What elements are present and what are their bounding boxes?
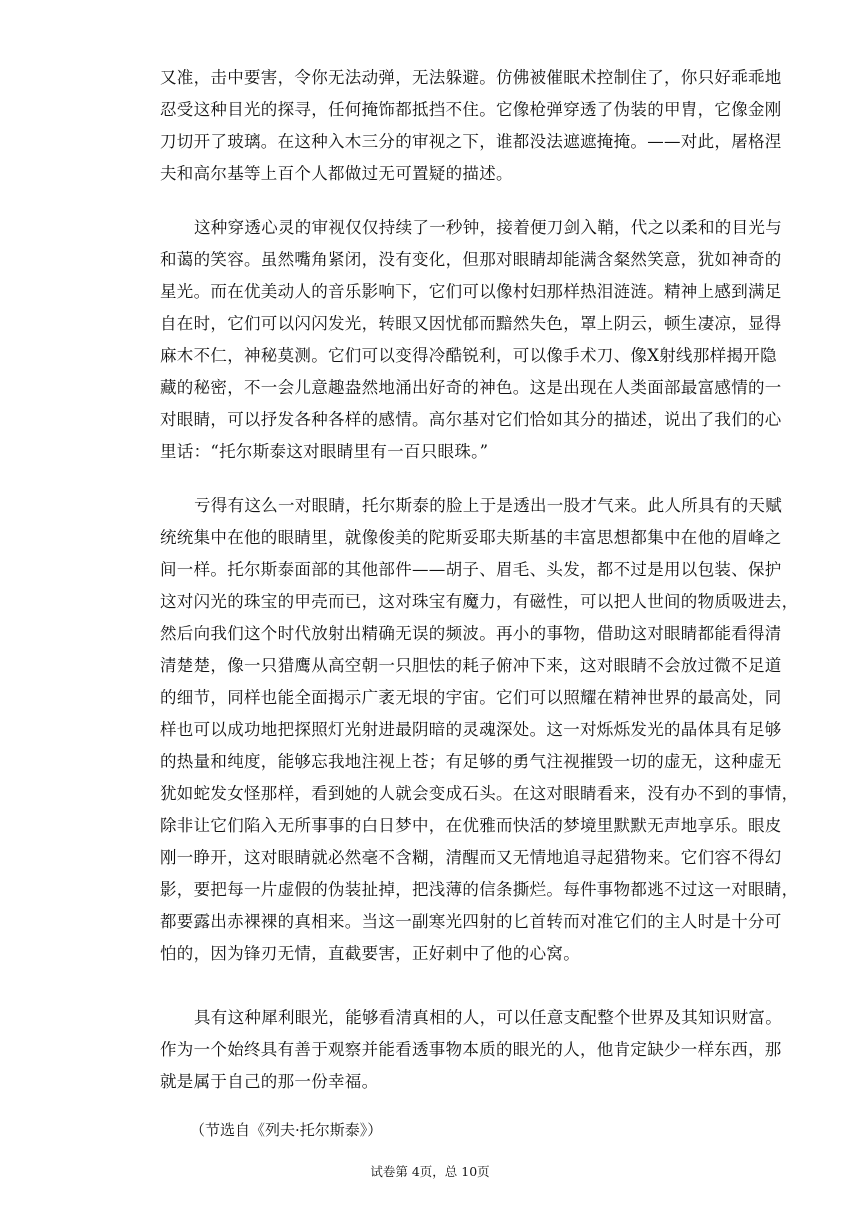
paragraph-line: 的热量和纯度，能够忘我地注视上苍；有足够的勇气注视摧毁一切的虚无，这种虚无: [160, 752, 782, 771]
page-footer: 试卷第 4页，总 10页: [370, 1164, 490, 1179]
paragraph-line: 藏的秘密，不一会儿意趣盎然地涌出好奇的神色。这是出现在人类面部最富感情的一: [160, 378, 782, 397]
paragraph-line: 然后向我们这个时代放射出精确无误的频波。再小的事物，借助这对眼睛都能看得清: [160, 624, 782, 643]
paragraph-3: [160, 490, 799, 970]
paragraph-2: [160, 212, 782, 468]
paragraph-line: 这种穿透心灵的审视仅仅持续了一秒钟，接着便刀剑入鞘，代之以柔和的目光与: [194, 218, 782, 237]
paragraph-4: [160, 1002, 782, 1098]
paragraph-line: 又准，击中要害，令你无法动弹，无法躲避。仿佛被催眠术控制住了，你只好乖乖地: [160, 68, 782, 87]
paragraph-line: 作为一个始终具有善于观察并能看透事物本质的眼光的人，他肯定缺少一样东西，那: [160, 1040, 782, 1059]
paragraph-line: 忍受这种目光的探寻，任何掩饰都抵挡不住。它像枪弹穿透了伪装的甲胄，它像金刚: [160, 100, 782, 119]
paragraph-line: 刚一睁开，这对眼睛就必然毫不含糊，清醒而又无情地追寻起猎物来。它们容不得幻: [160, 848, 782, 867]
paragraph-line: 这对闪光的珠宝的甲壳而已，这对珠宝有魔力，有磁性，可以把人世间的物质吸进去，: [160, 592, 799, 611]
source-citation: （节选自《列夫·托尔斯泰》）: [190, 1121, 383, 1139]
paragraph-line: 里话：“托尔斯泰这对眼睛里有一百只眼珠。”: [160, 442, 489, 461]
paragraph-line: 就是属于自己的那一份幸福。: [160, 1072, 379, 1091]
paragraph-line: 怕的，因为锋刃无情，直截要害，正好刺中了他的心窝。: [160, 944, 580, 963]
paragraph-line: 除非让它们陷入无所事事的白日梦中，在优雅而快活的梦境里默默无声地享乐。眼皮: [160, 816, 782, 835]
paragraph-line: 和蔼的笑容。虽然嘴角紧闭，没有变化，但那对眼睛却能满含粲然笑意，犹如神奇的: [160, 250, 782, 269]
paragraph-line: 样也可以成功地把探照灯光射进最阴暗的灵魂深处。这一对烁烁发光的晶体具有足够: [160, 720, 782, 739]
paragraph-line: 星光。而在优美动人的音乐影响下，它们可以像村妇那样热泪涟涟。精神上感到满足: [160, 282, 782, 301]
paragraph-line: 清楚楚，像一只猎鹰从高空朝一只胆怯的耗子俯冲下来，这对眼睛不会放过微不足道: [160, 656, 782, 675]
paragraph-line: 都要露出赤裸裸的真相来。当这一副寒光四射的匕首转而对准它们的主人时是十分可: [160, 912, 782, 931]
paragraph-line: 自在时，它们可以闪闪发光，转眼又因忧郁而黯然失色，罩上阴云，顿生凄凉，显得: [160, 314, 782, 333]
paragraph-line: 亏得有这么一对眼睛，托尔斯泰的脸上于是透出一股才气来。此人所具有的天赋: [194, 496, 782, 515]
paragraph-line: 对眼睛，可以抒发各种各样的感情。高尔基对它们恰如其分的描述，说出了我们的心: [160, 410, 782, 429]
paragraph-line: 统统集中在他的眼睛里，就像俊美的陀斯妥耶夫斯基的丰富思想都集中在他的眉峰之: [160, 528, 782, 547]
paragraph-line: 麻木不仁，神秘莫测。它们可以变得冷酷锐利，可以像手术刀、像X射线那样揭开隐: [160, 346, 777, 365]
paragraph-line: 间一样。托尔斯泰面部的其他部件——胡子、眉毛、头发，都不过是用以包装、保护: [160, 560, 782, 579]
paragraph-line: 具有这种犀利眼光，能够看清真相的人，可以任意支配整个世界及其知识财富。: [194, 1008, 782, 1027]
paragraph-line: 影，要把每一片虚假的伪装扯掉，把浅薄的信条撕烂。每件事物都逃不过这一对眼睛，: [160, 880, 799, 899]
paragraph-1: [160, 62, 782, 190]
paragraph-line: 刀切开了玻璃。在这种入木三分的审视之下，谁都没法遮遮掩掩。——对此，屠格涅: [160, 132, 782, 151]
paragraph-line: 的细节，同样也能全面揭示广袤无垠的宇宙。它们可以照耀在精神世界的最高处，同: [160, 688, 782, 707]
paragraph-line: 犹如蛇发女怪那样，看到她的人就会变成石头。在这对眼睛看来，没有办不到的事情，: [160, 784, 799, 803]
paragraph-line: 夫和高尔基等上百个人都做过无可置疑的描述。: [160, 164, 513, 183]
